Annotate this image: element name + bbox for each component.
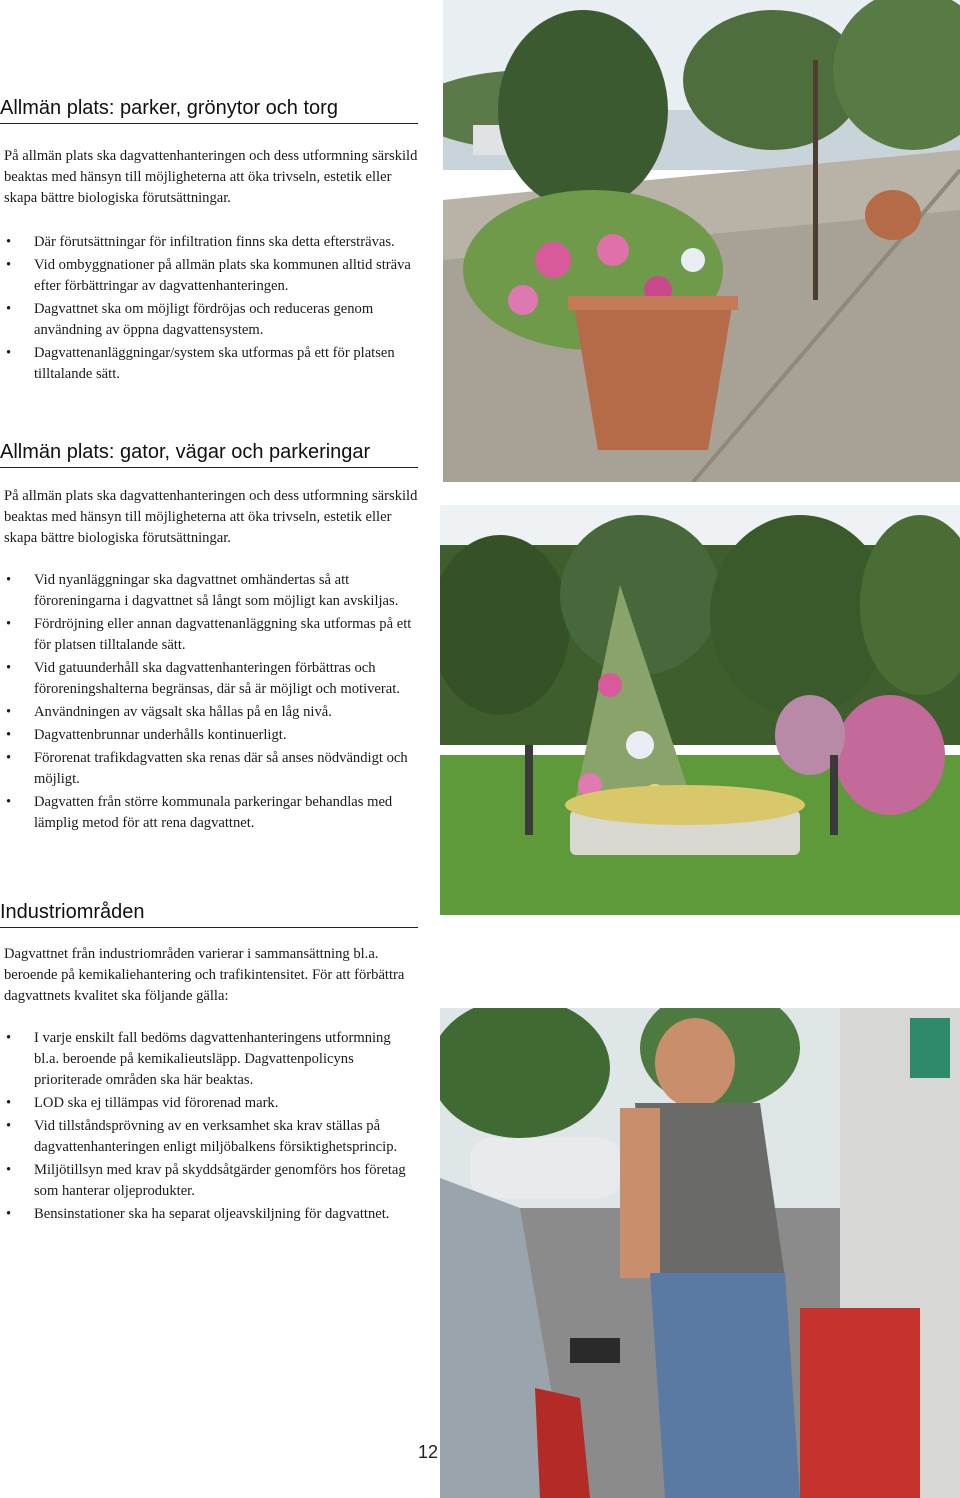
list-item: • Dagvattnet ska om möjligt fördröjas och reduceras genom användning av öppna dagvattensystem. — [6, 301, 374, 338]
list-item: • Där förutsättningar för infiltration finns ska detta eftersträvas. — [6, 234, 395, 250]
section-heading-industry: Industriområden — [0, 900, 418, 928]
photo-refueling — [440, 1008, 960, 1498]
list-item: • Fördröjning eller annan dagvattenanläggning ska utformas på ett för platsen tilltalande sätt. — [6, 616, 412, 653]
list-item: • Miljötillsyn med krav på skyddsåtgärder genomförs hos företag som hanterar oljeprodukter. — [6, 1162, 406, 1199]
bullet-list-streets — [4, 570, 418, 836]
photo-flower-planter — [443, 0, 960, 482]
list-item: • Vid tillståndsprövning av en verksamhet ska krav ställas på dagvattenhanteringen enligt miljöbalkens försiktighetsprincip. — [6, 1118, 398, 1155]
list-item: • Vid gatuunderhåll ska dagvattenhanteringen förbättras och föroreningshalterna begränsas, där så är möjligt och motiverat. — [6, 660, 400, 697]
list-item: • Bensinstationer ska ha separat oljeavskiljning för dagvattnet. — [6, 1206, 390, 1222]
list-item: • Förorenat trafikdagvatten ska renas där så anses nödvändigt och möjligt. — [6, 750, 408, 787]
list-item: • Dagvatten från större kommunala parkeringar behandlas med lämplig metod för att rena dagvattnet. — [6, 794, 393, 831]
photo-flower-pyramids — [440, 505, 960, 915]
section-intro-industry: Dagvattnet från industriområden varierar i sammansättning bl.a. beroende på kemikaliehantering och trafikintensitet. För att förbättra dagvattnets kvalitet ska följande gälla: — [4, 946, 405, 1004]
section-intro-parks: På allmän plats ska dagvattenhanteringen och dess utformning särskild beaktas med hänsyn till möjligheterna att öka trivseln, estetik eller skapa bättre biologiska förutsättningar. — [4, 148, 418, 206]
section-heading-streets: Allmän plats: gator, vägar och parkeringar — [0, 440, 418, 468]
bullet-list-parks — [4, 232, 418, 387]
section-intro-streets: På allmän plats ska dagvattenhanteringen och dess utformning särskild beaktas med hänsyn till möjligheterna att öka trivseln, estetik eller skapa bättre biologiska förutsättningar. — [4, 488, 418, 546]
list-item: • Dagvattenbrunnar underhålls kontinuerligt. — [6, 727, 287, 743]
list-item: • I varje enskilt fall bedöms dagvattenhanteringens utformning bl.a. beroende på kemikalieutsläpp. Dagvattenpolicyns prioriterade områden ska här beaktas. — [6, 1030, 391, 1088]
section-heading-parks: Allmän plats: parker, grönytor och torg — [0, 96, 418, 124]
page-number: 12 — [418, 1442, 439, 1462]
list-item: • Dagvattenanläggningar/system ska utformas på ett för platsen tilltalande sätt. — [6, 345, 395, 382]
list-item: • Användningen av vägsalt ska hållas på en låg nivå. — [6, 704, 332, 720]
list-item: • Vid nyanläggningar ska dagvattnet omhändertas så att föroreningarna i dagvattnet så långt som möjligt kan avskiljas. — [6, 572, 399, 609]
list-item: • Vid ombyggnationer på allmän plats ska kommunen alltid sträva efter förbättringar av dagvattenhanteringen. — [6, 257, 411, 294]
bullet-list-industry — [4, 1028, 418, 1227]
list-item: • LOD ska ej tillämpas vid förorenad mark. — [6, 1095, 279, 1111]
